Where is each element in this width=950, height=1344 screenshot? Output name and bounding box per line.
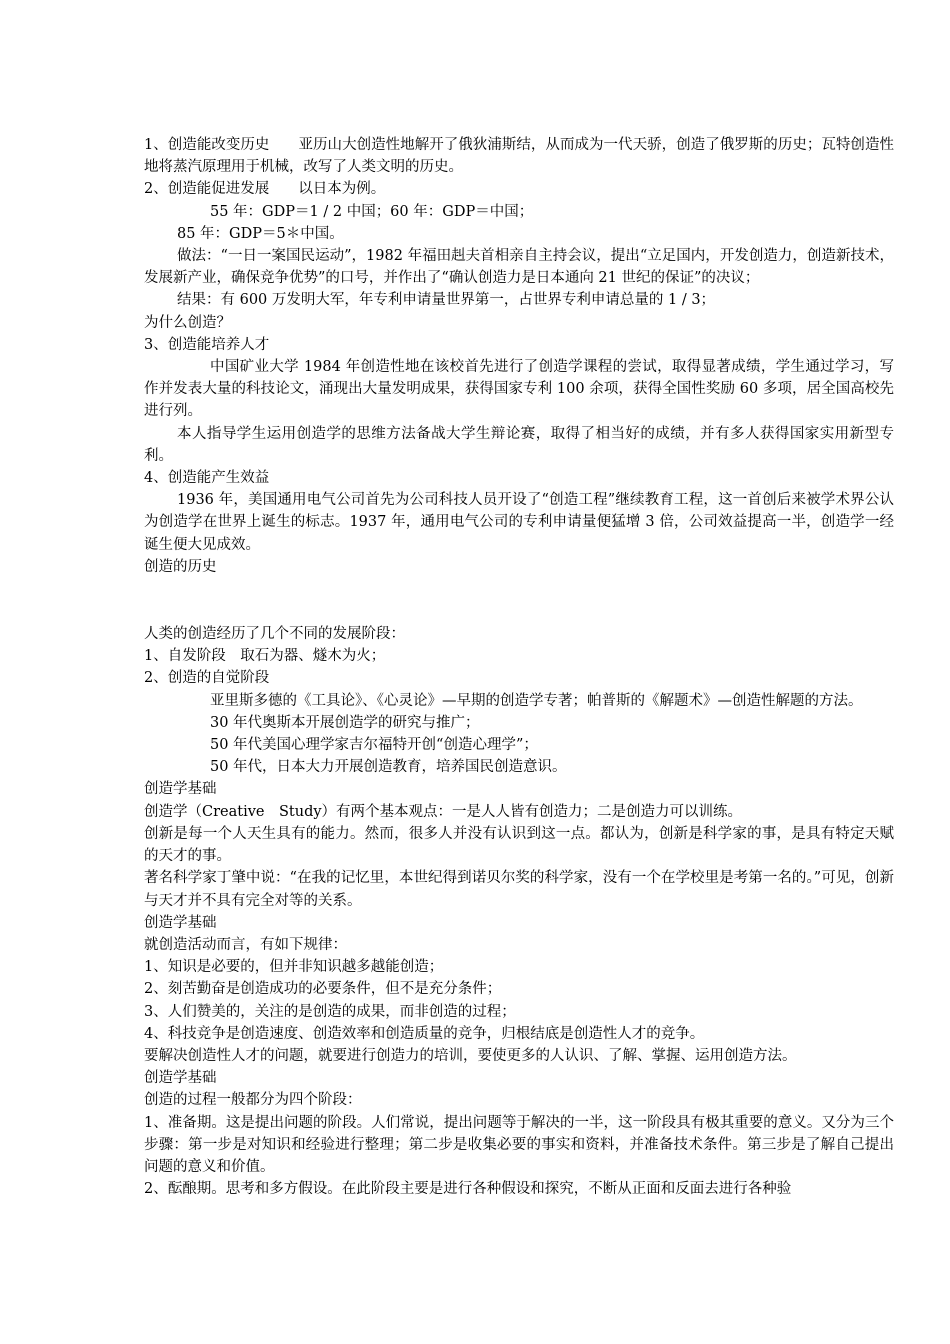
paragraph: 著名科学家丁肇中说：“在我的记忆里，本世纪得到诺贝尔奖的科学家，没有一个在学校里是考第一名的。”可见，创新与天才并不具有完全对等的关系。 xyxy=(144,870,894,909)
paragraph: 1、创造能改变历史 亚历山大创造性地解开了俄狄浦斯结，从而成为一代天骄，创造了俄罗斯的历史；瓦特创造性地将蒸汽原理用于机械，改写了人类文明的历史。 xyxy=(144,137,894,176)
paragraph: 做法：“一日一案国民运动”，1982 年福田赳夫首相亲自主持会议，提出“立足国内，开发创造力，创造新技术，发展新产业，确保竞争优势”的口号，并作出了“确认创造力是日本通向 21 世纪的保证”的决议； xyxy=(144,248,894,287)
list-item: 1、准备期。这是提出问题的阶段。人们常说，提出问题等于解决的一半，这一阶段具有极其重要的意义。又分为三个步骤：第一步是对知识和经验进行整理；第二步是收集必要的事实和资料，并准备技术条件。第三步是了解自己提出问题的意义和价值。 xyxy=(144,1114,894,1175)
paragraph: 50 年代美国心理学家吉尔福特开创“创造心理学”； xyxy=(210,737,538,754)
paragraph: 结果：有 600 万发明大军，年专利申请量世界第一，占世界专利申请总量的 1 / 3； xyxy=(177,292,716,309)
list-item: 3、人们赞美的，关注的是创造的成果，而非创造的过程； xyxy=(144,1003,516,1020)
paragraph: 55 年：GDP＝1 / 2 中国；60 年：GDP＝中国； xyxy=(210,203,534,220)
paragraph: 1、自发阶段 取石为器、燧木为火； xyxy=(144,648,386,665)
section-heading: 创造学基础 xyxy=(144,1070,217,1087)
paragraph: 亚里斯多德的《工具论》、《心灵论》—早期的创造学专著；帕普斯的《解题术》—创造性解题的方法。 xyxy=(210,692,863,709)
section-heading: 创造学基础 xyxy=(144,914,217,931)
section-heading: 4、创造能产生效益 xyxy=(144,470,270,487)
list-item: 1、知识是必要的，但并非知识越多越能创造； xyxy=(144,959,444,976)
paragraph: 创新是每一个人天生具有的能力。然而，很多人并没有认识到这一点。都认为，创新是科学家的事，是具有特定天赋的天才的事。 xyxy=(144,825,894,865)
list-item: 2、酝酿期。思考和多方假设。在此阶段主要是进行各种假设和探究，不断从正面和反面去进行各种验 xyxy=(144,1181,792,1198)
paragraph: 2、创造能促进发展 以日本为例。 xyxy=(144,181,386,198)
section-heading: 创造学基础 xyxy=(144,781,217,798)
paragraph: 中国矿业大学 1984 年创造性地在该校首先进行了创造学课程的尝试，取得显著成绩，学生通过学习，写作并发表大量的科技论文，涌现出大量发明成果，获得国家专利 100 余项，获得全国性奖励 60 多项，居全国高校先进行列。 xyxy=(144,359,894,420)
paragraph: 30 年代奥斯本开展创造学的研究与推广； xyxy=(210,714,480,731)
document-body xyxy=(144,134,894,1200)
paragraph: 85 年：GDP＝5＊中国。 xyxy=(177,225,344,242)
paragraph: 人类的创造经历了几个不同的发展阶段： xyxy=(144,626,405,643)
paragraph: 要解决创造性人才的问题，就要进行创造力的培训，要使更多的人认识、了解、掌握、运用创造方法。 xyxy=(144,1047,797,1064)
paragraph: 就创造活动而言，有如下规律： xyxy=(144,936,347,953)
section-heading: 创造的历史 xyxy=(144,558,217,575)
paragraph: 创造学（Creative Study）有两个基本观点：一是人人皆有创造力；二是创造力可以训练。 xyxy=(144,803,743,820)
paragraph: 为什么创造？ xyxy=(144,314,231,331)
blank-gap xyxy=(144,578,894,623)
paragraph: 创造的过程一般都分为四个阶段： xyxy=(144,1092,362,1109)
section-heading: 3、创造能培养人才 xyxy=(144,336,270,353)
paragraph: 1936 年，美国通用电气公司首先为公司科技人员开设了“创造工程”继续教育工程，这一首创后来被学术界公认为创造学在世界上诞生的标志。1937 年，通用电气公司的专利申请量便猛增 3 倍，公司效益提高一半，创造学一经诞生便大见成效。 xyxy=(144,492,894,553)
paragraph: 50 年代，日本大力开展创造教育，培养国民创造意识。 xyxy=(210,759,567,776)
list-item: 2、刻苦勤奋是创造成功的必要条件，但不是充分条件； xyxy=(144,981,502,998)
paragraph: 本人指导学生运用创造学的思维方法备战大学生辩论赛，取得了相当好的成绩，并有多人获得国家实用新型专利。 xyxy=(144,425,894,464)
list-item: 4、科技竞争是创造速度、创造效率和创造质量的竞争，归根结底是创造性人才的竞争。 xyxy=(144,1025,705,1042)
section-heading: 2、创造的自觉阶段 xyxy=(144,670,270,687)
